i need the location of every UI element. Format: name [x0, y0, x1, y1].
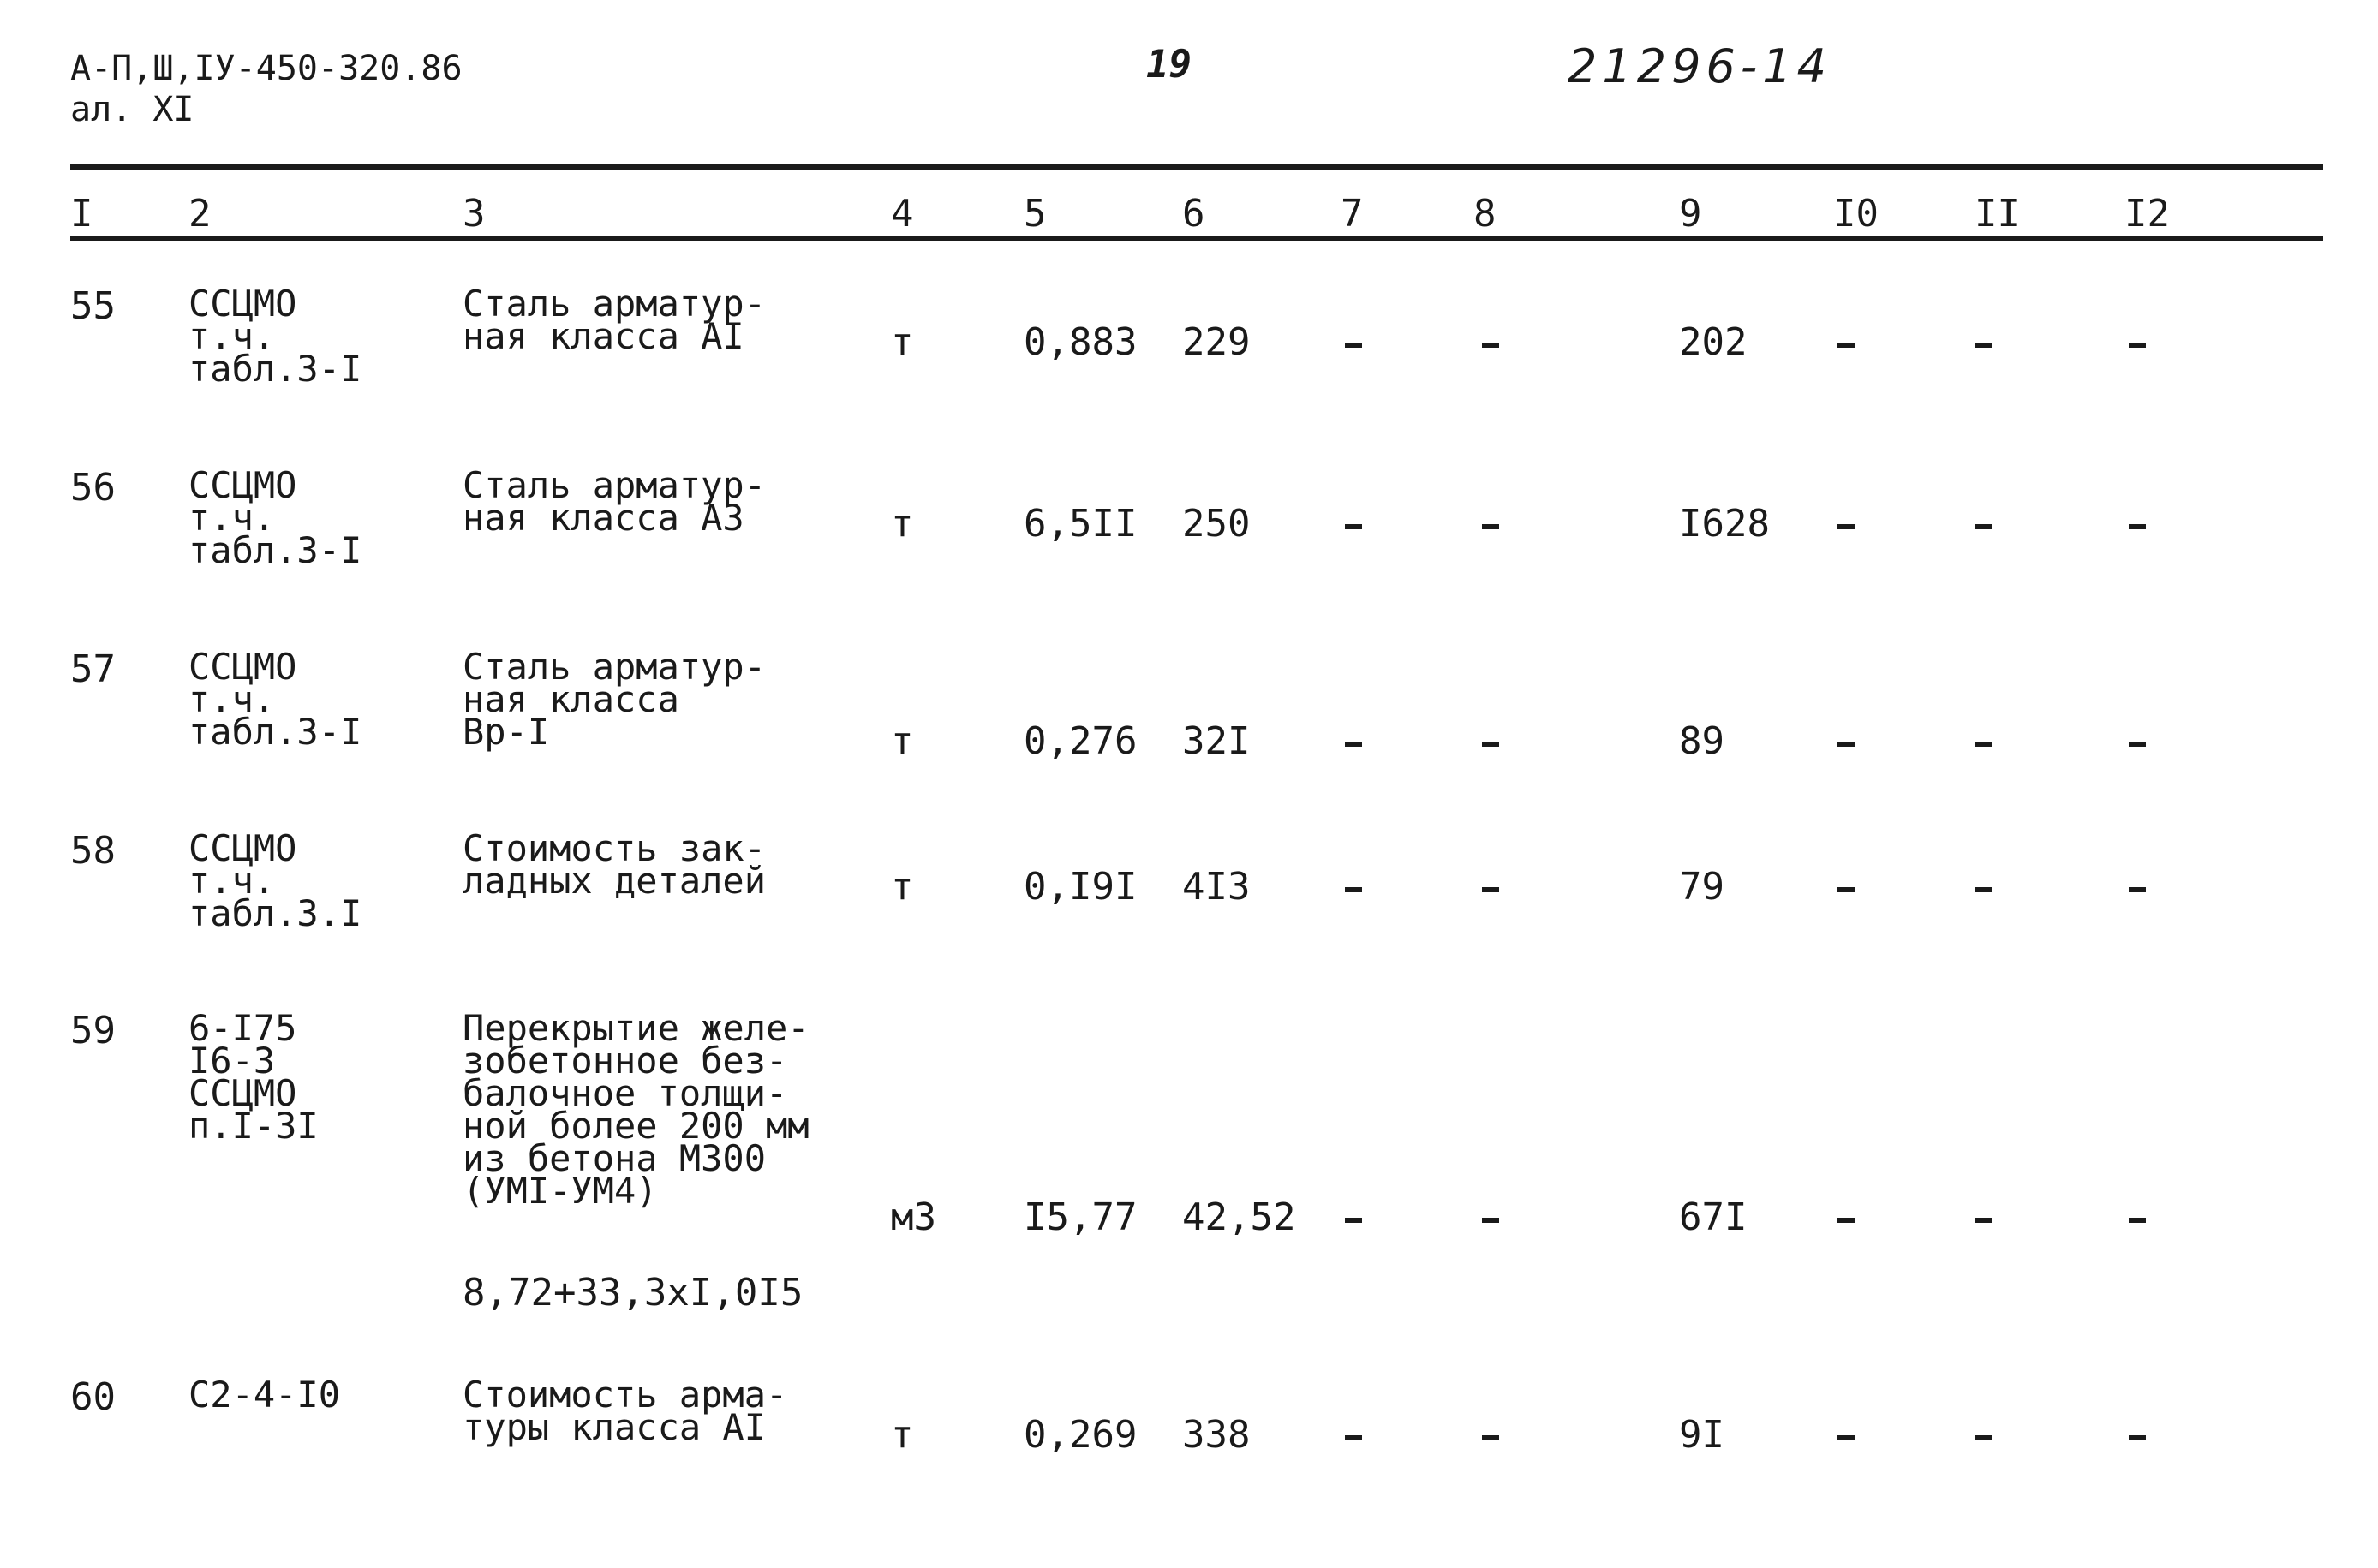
norm-code: С2-4-I0	[188, 1374, 341, 1416]
column-number: 6	[1182, 192, 1205, 235]
column-number: I2	[2124, 192, 2170, 235]
total-cost: 202	[1679, 320, 1748, 364]
row-number: 58	[70, 829, 116, 873]
column-number: II	[1975, 192, 2020, 235]
dash-mark	[2129, 1435, 2146, 1440]
header-rule	[70, 236, 2323, 241]
dash-mark	[1837, 887, 1855, 892]
total-cost: 79	[1679, 865, 1724, 909]
unit-price: 229	[1182, 320, 1251, 364]
dash-mark	[1482, 1435, 1499, 1440]
dash-mark	[1975, 742, 1992, 747]
dash-mark	[1345, 1218, 1362, 1223]
unit: т	[891, 320, 914, 364]
total-cost: 67I	[1679, 1195, 1748, 1239]
dash-mark	[1482, 524, 1499, 529]
dash-mark	[2129, 524, 2146, 529]
norm-code: ССЦМО т.ч. табл.3-I	[188, 283, 362, 390]
unit-price: 250	[1182, 502, 1251, 546]
dash-mark	[1975, 1218, 1992, 1223]
document-code: А-П,Ш,IУ-450-320.86	[70, 49, 463, 88]
quantity: 0,269	[1024, 1413, 1138, 1457]
dash-mark	[1482, 887, 1499, 892]
column-number: 2	[188, 192, 212, 235]
unit: т	[891, 502, 914, 546]
document-number: 21296-14	[1568, 39, 1831, 93]
row-number: 60	[70, 1375, 116, 1419]
unit: м3	[891, 1195, 936, 1239]
quantity: 0,I9I	[1024, 865, 1138, 909]
column-number: I	[70, 192, 93, 235]
unit: т	[891, 865, 914, 909]
dash-mark	[1837, 742, 1855, 747]
column-number: I0	[1833, 192, 1879, 235]
dash-mark	[2129, 887, 2146, 892]
total-cost: 89	[1679, 719, 1724, 763]
row-number: 55	[70, 284, 116, 328]
item-name: Перекрытие желе- зобетонное без- балочное толщи- ной более 200 мм из бетона М300 (УМI-УМ4)	[463, 1007, 810, 1212]
item-name: Сталь арматур- ная класса АI	[463, 283, 767, 357]
unit-price: 32I	[1182, 719, 1251, 763]
unit: т	[891, 1413, 914, 1457]
quantity: 0,276	[1024, 719, 1138, 763]
quantity: 6,5II	[1024, 502, 1138, 546]
total-cost: 9I	[1679, 1413, 1724, 1457]
page-number: 19	[1146, 43, 1192, 86]
dash-mark	[1345, 1435, 1362, 1440]
dash-mark	[2129, 742, 2146, 747]
album-label: ал. XI	[70, 90, 194, 129]
column-number: 4	[891, 192, 914, 235]
formula: 8,72+33,3хI,0I5	[463, 1271, 804, 1315]
unit: т	[891, 719, 914, 763]
column-number: 8	[1473, 192, 1497, 235]
dash-mark	[1975, 524, 1992, 529]
dash-mark	[1345, 887, 1362, 892]
item-name: Сталь арматур- ная класса Вр-I	[463, 646, 767, 753]
unit-price: 4I3	[1182, 865, 1251, 909]
norm-code: 6-I75 I6-3 ССЦМО п.I-3I	[188, 1007, 319, 1147]
dash-mark	[1975, 343, 1992, 348]
dash-mark	[1837, 1435, 1855, 1440]
dash-mark	[1837, 343, 1855, 348]
row-number: 59	[70, 1009, 116, 1052]
unit-price: 42,52	[1182, 1195, 1296, 1239]
column-number: 9	[1679, 192, 1702, 235]
norm-code: ССЦМО т.ч. табл.3.I	[188, 827, 362, 934]
dash-mark	[2129, 1218, 2146, 1223]
row-number: 56	[70, 466, 116, 510]
dash-mark	[1345, 742, 1362, 747]
dash-mark	[2129, 343, 2146, 348]
dash-mark	[1975, 1435, 1992, 1440]
top-rule	[70, 164, 2323, 170]
column-number: 7	[1341, 192, 1364, 235]
item-name: Стоимость зак- ладных деталей	[463, 827, 767, 902]
item-name: Стоимость арма- туры класса АI	[463, 1374, 788, 1448]
unit-price: 338	[1182, 1413, 1251, 1457]
column-number: 3	[463, 192, 486, 235]
dash-mark	[1837, 524, 1855, 529]
dash-mark	[1482, 1218, 1499, 1223]
quantity: 0,883	[1024, 320, 1138, 364]
dash-mark	[1975, 887, 1992, 892]
dash-mark	[1482, 742, 1499, 747]
row-number: 57	[70, 647, 116, 691]
norm-code: ССЦМО т.ч. табл.3-I	[188, 646, 362, 753]
dash-mark	[1482, 343, 1499, 348]
norm-code: ССЦМО т.ч. табл.3-I	[188, 464, 362, 571]
dash-mark	[1345, 524, 1362, 529]
quantity: I5,77	[1024, 1195, 1138, 1239]
total-cost: I628	[1679, 502, 1770, 546]
dash-mark	[1345, 343, 1362, 348]
dash-mark	[1837, 1218, 1855, 1223]
item-name: Сталь арматур- ная класса А3	[463, 464, 767, 539]
column-number: 5	[1024, 192, 1047, 235]
